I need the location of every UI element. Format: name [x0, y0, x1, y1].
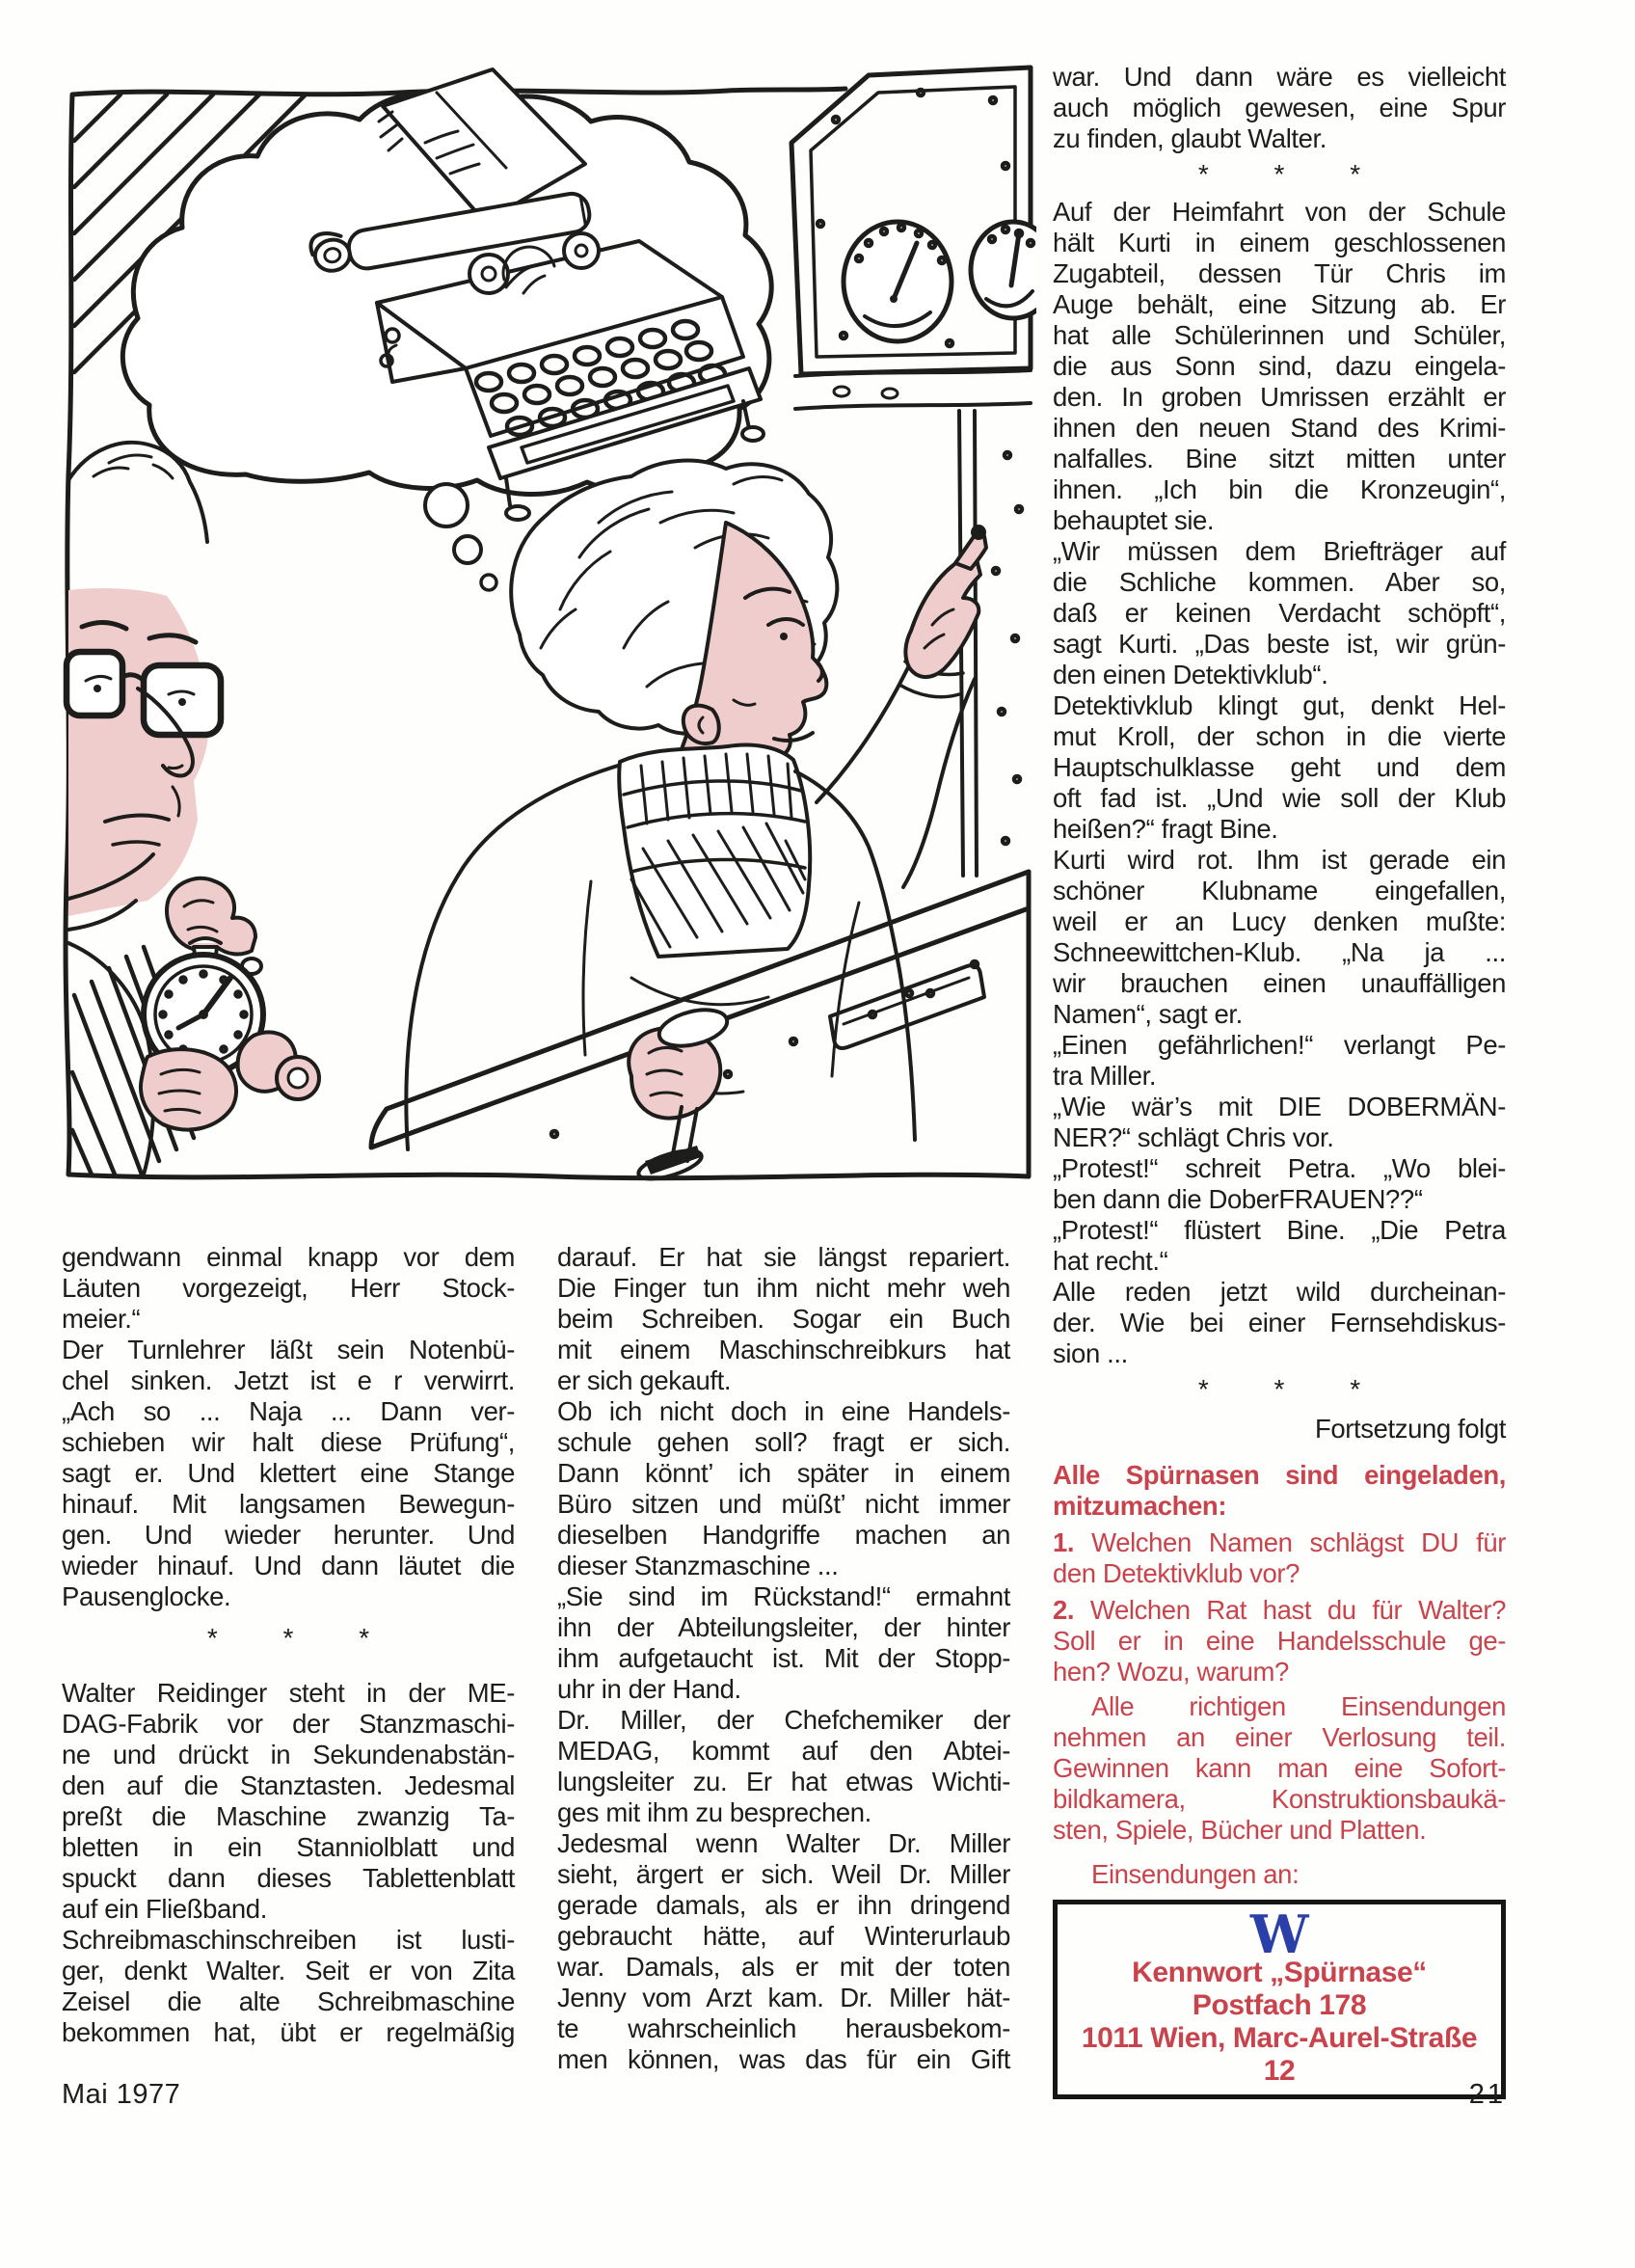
text-line: Schreibmaschinschreiben ist lusti-	[62, 1925, 515, 1955]
text-line: Einsendungen an:	[1091, 1859, 1300, 1889]
text-line: „Protest!“ flüstert Bine. „Die Petra	[1053, 1215, 1506, 1245]
text-line: Dann könnt’ ich später in einem	[557, 1458, 1010, 1488]
column-middle	[557, 1242, 1010, 2075]
text-line: mitzumachen:	[1053, 1491, 1227, 1521]
text-line: Detektivklub klingt gut, denkt Hel-	[1053, 690, 1506, 720]
text-line: schieben wir halt diese Prüfung“,	[62, 1427, 515, 1457]
text-line: Schneewittchen-Klub. „Na ja ...	[1053, 937, 1506, 967]
text-line: sion ...	[1053, 1338, 1128, 1368]
column-right	[1053, 62, 1506, 2099]
text-line: Fortsetzung folgt	[1314, 1414, 1506, 1444]
text-line: sagt Kurti. „Das beste ist, wir grün-	[1053, 629, 1506, 659]
text-line: „Einen gefährlichen!“ verlangt Pe-	[1053, 1030, 1506, 1060]
text-line: NER?“ schlägt Chris vor.	[1053, 1122, 1334, 1152]
text-line: darauf. Er hat sie längst repariert.	[557, 1242, 1010, 1272]
text-line: Hauptschulklasse geht und dem	[1053, 752, 1506, 782]
text-line: 1. Welchen Namen schlägst DU für	[1053, 1527, 1506, 1557]
text-line: Der Turnlehrer läßt sein Notenbü-	[62, 1335, 515, 1364]
text-line: den einen Detektivklub“.	[1053, 660, 1328, 689]
text-line: sagt er. Und klettert eine Stange	[62, 1458, 515, 1488]
text-line: wir brauchen einen unauffälligen	[1053, 968, 1506, 998]
text-line: daß er keinen Verdacht schöpft“,	[1053, 598, 1506, 628]
column-right-lines	[1053, 62, 1506, 1890]
text-line: spuckt dann dieses Tablettenblatt	[62, 1863, 515, 1893]
text-line: ihnen. „Ich bin die Kronzeugin“,	[1053, 474, 1506, 504]
section-separator: * * *	[1197, 159, 1390, 189]
text-line: wieder hinauf. Und dann läutet die	[62, 1551, 515, 1580]
text-line: bletten in ein Stanniolblatt und	[62, 1832, 515, 1862]
text-line: preßt die Maschine zwanzig Ta-	[62, 1801, 515, 1831]
walter-coat-right	[795, 771, 915, 1140]
text-line: gen. Und wieder herunter. Und	[62, 1520, 515, 1550]
text-line: Läuten vorgezeigt, Herr Stock-	[62, 1273, 515, 1303]
text-line: dieser Stanzmaschine ...	[557, 1551, 839, 1580]
gauge-icon	[844, 222, 952, 341]
text-line: beim Schreiben. Sogar ein Buch	[557, 1304, 1010, 1334]
address-city: 1011 Wien, Marc-Aurel-Straße 12	[1081, 2022, 1478, 2087]
text-line: bekommen hat, übt er regelmäßig	[62, 2017, 515, 2047]
section-separator: * * *	[1197, 1374, 1390, 1404]
text-line: ihn der Abteilungsleiter, der hinter	[557, 1612, 1010, 1642]
text-line: „Wir müssen dem Briefträger auf	[1053, 536, 1506, 566]
text-line: Dr. Miller, der Chefchemiker der	[557, 1705, 1010, 1735]
text-line: lungsleiter zu. Er hat etwas Wichti-	[557, 1767, 1010, 1796]
text-line: hen? Wozu, warum?	[1053, 1657, 1289, 1687]
text-line: zu finden, glaubt Walter.	[1053, 123, 1327, 153]
address-pobox: Postfach 178	[1192, 1989, 1367, 2021]
walter-ear	[683, 706, 719, 743]
text-line: nehmen an einer Verlosung teil.	[1053, 1722, 1506, 1752]
publisher-monogram: W	[1249, 1904, 1309, 1965]
text-line: Walter Reidinger steht in der ME-	[62, 1678, 515, 1708]
text-line: nalfalles. Bine sitzt mitten unter	[1053, 444, 1506, 473]
text-line: auf ein Fließband.	[62, 1894, 267, 1924]
text-line: Gewinnen kann man eine Sofort-	[1053, 1753, 1506, 1783]
text-line: „Wie wär’s mit DIE DOBERMÄN-	[1053, 1092, 1506, 1121]
text-line: „Ach so ... Naja ... Dann ver-	[62, 1396, 515, 1426]
text-line: ihnen den neuen Stand des Krimi-	[1053, 413, 1506, 443]
bubble-trail-medium	[454, 536, 481, 563]
walter-figure	[406, 461, 986, 1185]
text-line: DAG-Fabrik vor der Stanzmaschi-	[62, 1709, 515, 1739]
text-line: Alle richtigen Einsendungen	[1091, 1691, 1506, 1721]
text-line: den Detektivklub vor?	[1053, 1558, 1300, 1588]
text-line: Pausenglocke.	[62, 1581, 231, 1611]
text-line: uhr in der Hand.	[557, 1674, 741, 1704]
text-line: hat alle Schülerinnen und Schüler,	[1053, 320, 1506, 350]
column-left	[62, 1242, 515, 2048]
text-line: Kurti wird rot. Ihm ist gerade ein	[1053, 845, 1506, 875]
text-line: Namen“, sagt er.	[1053, 999, 1243, 1029]
text-line: war. Und dann wäre es vielleicht	[1053, 62, 1506, 92]
text-line: Ob ich nicht doch in eine Handels-	[557, 1396, 1010, 1426]
text-line: Alle reden jetzt wild durcheinan-	[1053, 1277, 1506, 1307]
text-line: den auf die Stanztasten. Jedesmal	[62, 1770, 515, 1800]
text-line: sieht, ärgert er sich. Weil Dr. Miller	[557, 1859, 1010, 1889]
text-line: auch möglich gewesen, eine Spur	[1053, 93, 1506, 122]
page-number: 21	[1468, 2079, 1506, 2110]
text-line: schule gehen soll? fragt er sich.	[557, 1427, 1010, 1457]
walter-eye	[780, 633, 788, 640]
text-line: Alle Spürnasen sind eingeladen,	[1053, 1460, 1506, 1490]
text-line: „Protest!“ schreit Petra. „Wo blei-	[1053, 1153, 1506, 1183]
text-line: ihm aufgetaucht ist. Mit der Stopp-	[557, 1643, 1010, 1673]
text-line: behauptet sie.	[1053, 505, 1215, 535]
text-line: die Schliche kommen. Aber so,	[1053, 567, 1506, 597]
text-line: chel sinken. Jetzt ist e r verwirrt.	[62, 1365, 515, 1395]
text-line: 2. Welchen Rat hast du für Walter?	[1053, 1595, 1506, 1625]
text-line: war. Damals, als er mit der toten	[557, 1952, 1010, 1982]
text-line: Jedesmal wenn Walter Dr. Miller	[557, 1828, 1010, 1858]
text-line: hinauf. Mit langsamen Bewegun-	[62, 1489, 515, 1519]
text-line: Auf der Heimfahrt von der Schule	[1053, 197, 1506, 227]
typewriter-foot-right	[742, 427, 764, 441]
panel-band	[795, 370, 1031, 409]
text-line: hat recht.“	[1053, 1246, 1168, 1276]
lever-handle	[656, 1004, 731, 1052]
text-line: meier.“	[62, 1304, 141, 1334]
supervisor-figure	[67, 443, 319, 1130]
text-line: ben dann die DoberFRAUEN??“	[1053, 1184, 1423, 1214]
text-line: MEDAG, kommt auf den Abtei-	[557, 1736, 1010, 1766]
address-box	[1053, 1900, 1506, 2099]
typewriter-foot-left	[506, 506, 529, 520]
spacer	[62, 1660, 515, 1678]
stopwatch-icon	[141, 878, 319, 1130]
bubble-trail-large	[425, 484, 468, 526]
text-line: Zeisel die alte Schreibmaschine	[62, 1986, 515, 2016]
text-line: schöner Klubname eingefallen,	[1053, 876, 1506, 905]
text-line: Soll er in eine Handelsschule ge-	[1053, 1626, 1506, 1656]
text-line: er sich gekauft.	[557, 1365, 732, 1395]
text-line: gerade damals, als er ihn dringend	[557, 1890, 1010, 1920]
text-line: die aus Sonn sind, dazu eingela-	[1053, 351, 1506, 381]
text-line: ne und drückt in Sekundenabstän-	[62, 1740, 515, 1769]
text-line: den. In groben Umrissen erzählt er	[1053, 382, 1506, 412]
text-line: Jenny vom Arzt kam. Dr. Miller hät-	[557, 1983, 1010, 2012]
text-line: Zugabteil, dessen Tür Chris im	[1053, 258, 1506, 288]
text-line: hält Kurti in einem geschlossenen	[1053, 228, 1506, 257]
text-line: der. Wie bei einer Fernsehdiskus-	[1053, 1308, 1506, 1337]
issue-date: Mai 1977	[62, 2079, 181, 2110]
walter-head	[511, 461, 837, 771]
text-line: Büro sitzen und müßt’ nicht immer	[557, 1489, 1010, 1519]
text-line: gebraucht hätte, auf Winterurlaub	[557, 1921, 1010, 1951]
palm	[141, 1049, 236, 1129]
text-line: men können, was das für ein Gift	[557, 2044, 1010, 2074]
text-line: „Sie sind im Rückstand!“ ermahnt	[557, 1581, 1010, 1611]
text-line: Die Finger tun ihm nicht mehr weh	[557, 1273, 1010, 1303]
text-line: mit einem Maschinschreibkurs hat	[557, 1335, 1010, 1364]
bubble-trail-small	[481, 575, 496, 590]
gauge-icon-small	[971, 222, 1036, 318]
text-line: heißen?“ fragt Bine.	[1053, 814, 1278, 844]
text-line: ger, denkt Walter. Seit er von Zita	[62, 1956, 515, 1985]
text-line: dieselben Handgriffe machen an	[557, 1520, 1010, 1550]
text-line: weil er an Lucy denken mußte:	[1053, 906, 1506, 936]
text-line: sten, Spiele, Bücher und Platten.	[1053, 1815, 1427, 1845]
text-line: tra Miller.	[1053, 1061, 1157, 1091]
ribbon-spool-right	[564, 233, 599, 268]
text-line: bildkamera, Konstruktionsbaukä-	[1053, 1784, 1506, 1814]
story-illustration	[53, 50, 1036, 1188]
text-line: Auge behält, eine Sitzung ab. Er	[1053, 289, 1506, 319]
text-line: ges mit ihm zu besprechen.	[557, 1797, 871, 1827]
text-line: gendwann einmal knapp vor dem	[62, 1242, 515, 1272]
text-line: oft fad ist. „Und wie soll der Klub	[1053, 783, 1506, 813]
punch-button	[971, 525, 986, 540]
control-panel	[791, 68, 1036, 876]
text-line: te wahrscheinlich herausbekom-	[557, 2013, 1010, 2043]
section-separator: * * *	[206, 1623, 399, 1653]
address-keyword: Kennwort „Spürnase“	[1132, 1957, 1427, 1988]
text-line: mut Kroll, der schon in die vierte	[1053, 721, 1506, 751]
